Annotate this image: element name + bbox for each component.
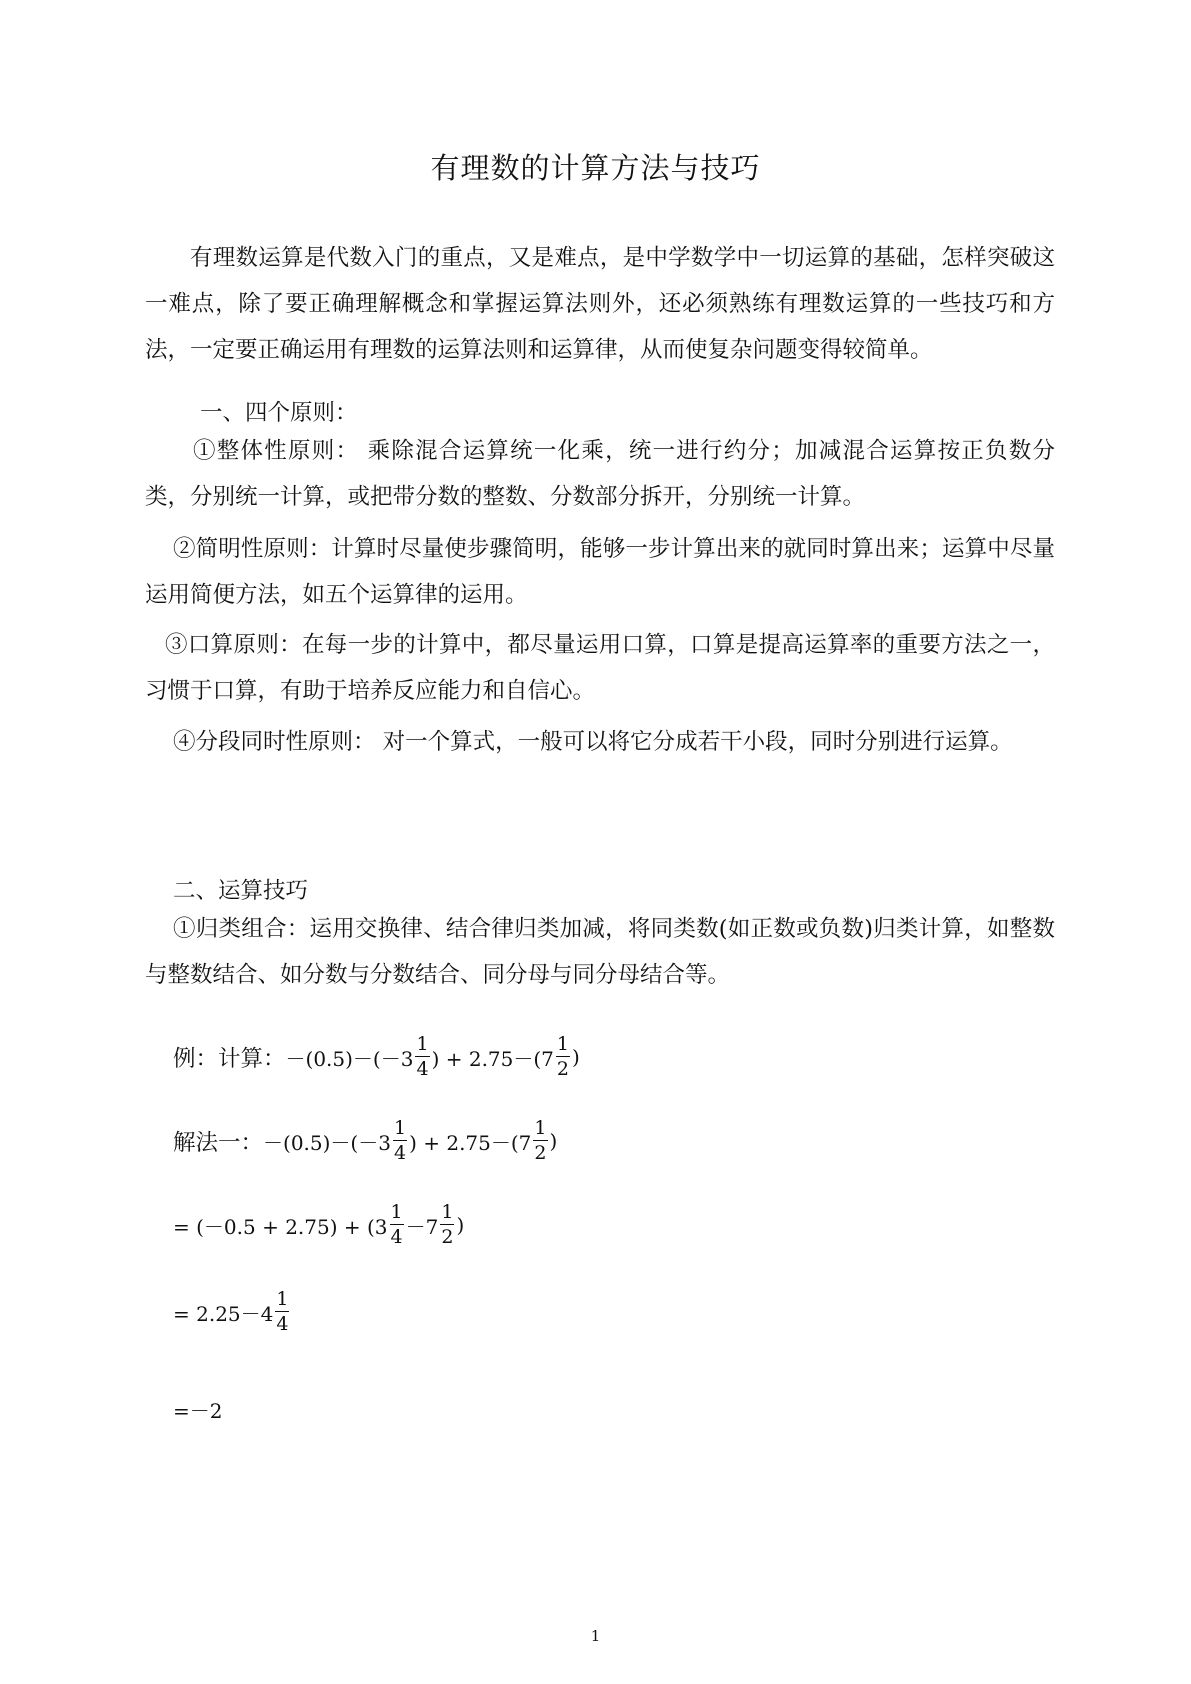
step-1-part-2: －7 — [405, 1214, 439, 1239]
step-1-expression — [173, 1203, 464, 1247]
fraction-one-quarter: $\frac{1}{4}$ — [393, 1117, 407, 1164]
document-title: 有理数的计算方法与技巧 — [430, 151, 761, 185]
example-part-2: ) + 2.75－(7 — [431, 1046, 554, 1071]
step-3-expression — [173, 1395, 222, 1424]
step-2-expression — [173, 1290, 291, 1334]
fraction-one-quarter: $\frac{1}{4}$ — [416, 1033, 429, 1080]
fraction-one-half: $\frac{1}{2}$ — [556, 1033, 569, 1080]
fraction-one-half: $\frac{1}{2}$ — [534, 1117, 547, 1164]
step-1-part-3: ) — [456, 1213, 465, 1237]
page-number: 1 — [590, 1627, 601, 1645]
solution-expression — [173, 1119, 557, 1163]
solution-part-2: ) + 2.75－(7 — [409, 1130, 532, 1155]
principle-3: ③口算原则：在每一步的计算中，都尽量运用口算，口算是提高运算率的重要方法之一，习惯于口算，有助于培养反应能力和自信心。 — [145, 632, 1055, 704]
fraction-one-half: $\frac{1}{2}$ — [441, 1201, 454, 1248]
example-part-3: ) — [572, 1045, 580, 1069]
solution-label: 解法一： — [173, 1130, 264, 1156]
fraction-one-quarter: $\frac{1}{4}$ — [390, 1201, 403, 1248]
example-part-1: －(0.5)－(－3 — [285, 1046, 414, 1071]
step-2-part-1: = 2.25－4 — [173, 1301, 274, 1326]
principle-1: ①整体性原则： 乘除混合运算统一化乘，统一进行约分；加减混合运算按正负数分类，分别统一计算，或把带分数的整数、分数部分拆开，分别统一计算。 — [145, 438, 1055, 510]
solution-part-1: －(0.5)－(－3 — [263, 1130, 391, 1155]
fraction-one-quarter: $\frac{1}{4}$ — [276, 1288, 289, 1335]
solution-part-3: ) — [549, 1129, 558, 1153]
section1-heading: 一、四个原则： — [200, 400, 358, 426]
technique-1: ①归类组合：运用交换律、结合律归类加减，将同类数(如正数或负数)归类计算，如整数与整数结合、如分数与分数结合、同分母与同分母结合等。 — [145, 916, 1055, 988]
step-3-result: =－2 — [173, 1399, 223, 1423]
principle-4: ④分段同时性原则： 对一个算式，一般可以将它分成若干小段，同时分别进行运算。 — [173, 729, 1013, 755]
intro-paragraph: 有理数运算是代数入门的重点，又是难点，是中学数学中一切运算的基础，怎样突破这一难点，除了要正确理解概念和掌握运算法则外，还必须熟练有理数运算的一些技巧和方法，一定要正确运用有理数的运算法则和运算律，从而使复杂问题变得较简单。 — [145, 245, 1055, 363]
section2-heading: 二、运算技巧 — [173, 878, 309, 904]
principle-2: ②简明性原则：计算时尽量使步骤简明，能够一步计算出来的就同时算出来；运算中尽量运用简便方法，如五个运算律的运用。 — [145, 536, 1055, 608]
example-expression — [173, 1035, 580, 1079]
example-label: 例：计算： — [173, 1046, 286, 1072]
step-1-part-1: = (－0.5 + 2.75) + (3 — [173, 1214, 388, 1239]
